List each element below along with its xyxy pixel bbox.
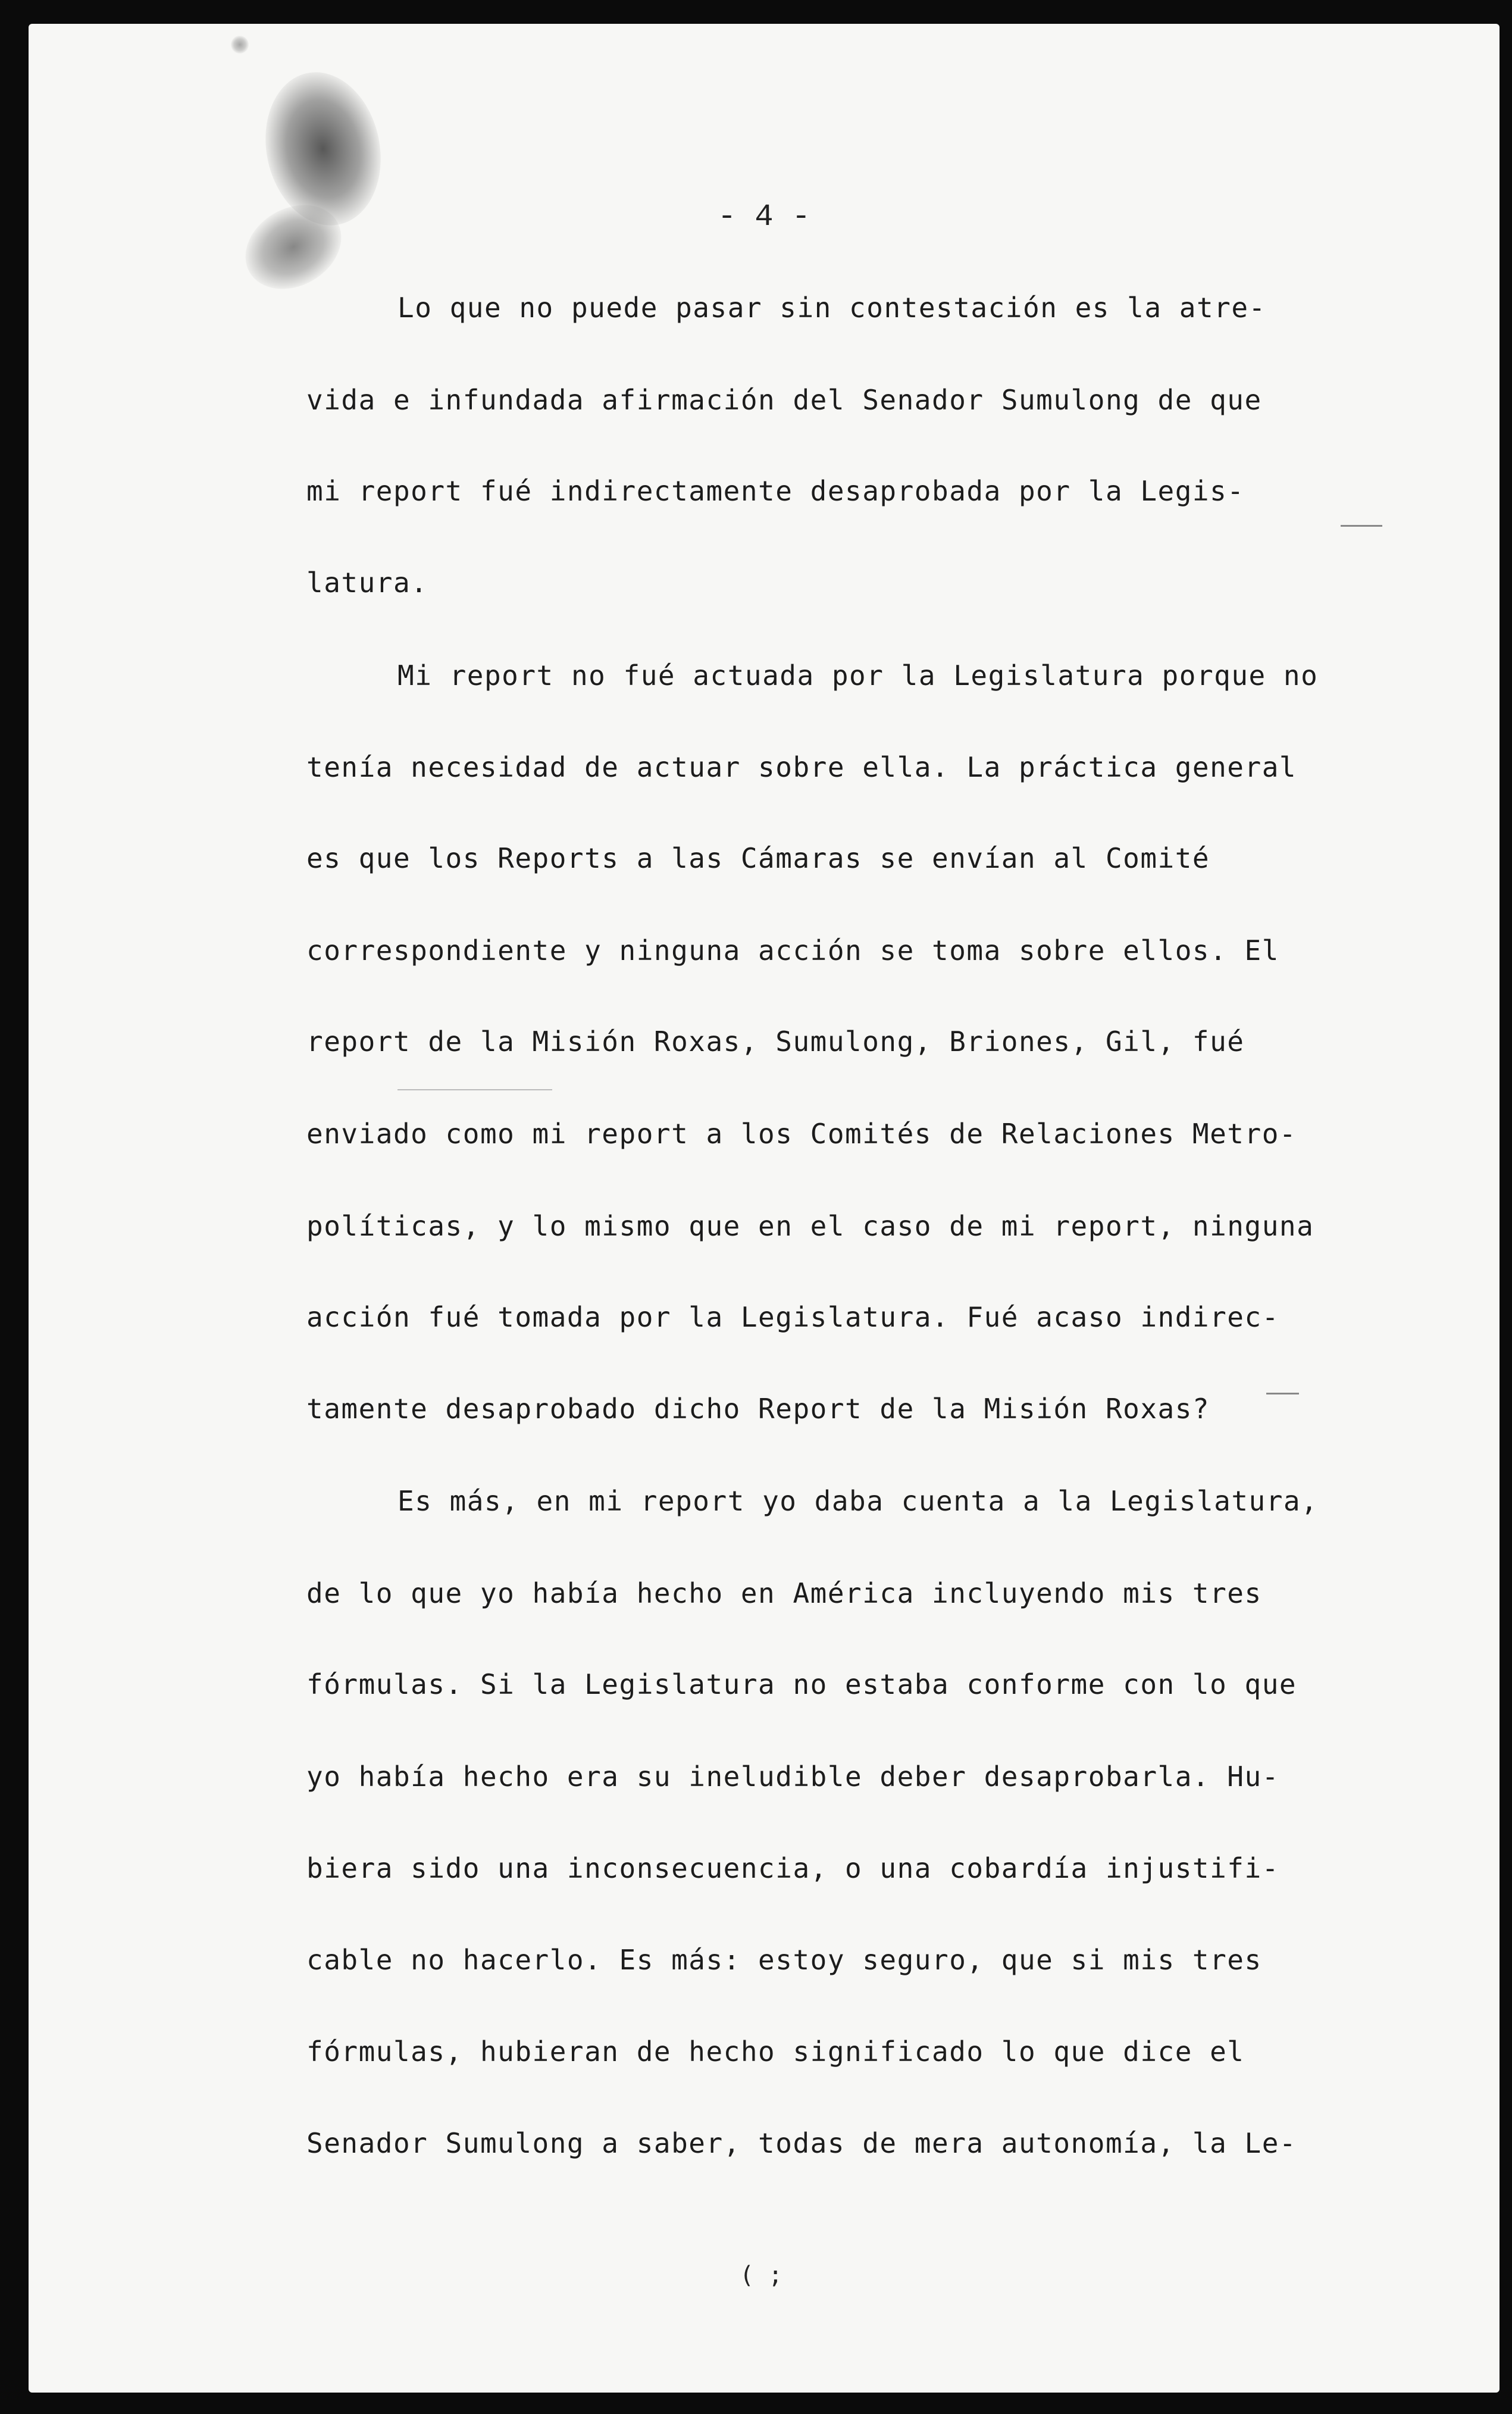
text-line: tenía necesidad de actuar sobre ella. La práctica general [306,751,1297,783]
text-line: Es más, en mi report yo daba cuenta a la Legislatura, [397,1485,1319,1517]
text-line: tamente desaprobado dicho Report de la Misión Roxas? [306,1393,1210,1425]
text-line: vida e infundada afirmación del Senador Sumulong de que [306,384,1262,416]
text-line: biera sido una inconsecuencia, o una cobardía injustifi- [306,1852,1279,1884]
text-line: correspondiente y ninguna acción se toma sobre ellos. El [306,934,1279,967]
text-line: yo había hecho era su ineludible deber desaprobarla. Hu- [306,1761,1279,1793]
page-number: - 4 - [717,199,811,234]
text-line: Lo que no puede pasar sin contestación es la atre- [397,292,1266,324]
text-line: fórmulas. Si la Legislatura no estaba conforme con lo que [306,1668,1297,1700]
document-page [29,24,1500,2393]
text-line: enviado como mi report a los Comités de Relaciones Metro- [306,1118,1297,1150]
typed-text-body [29,24,1500,2393]
text-line: Senador Sumulong a saber, todas de mera autonomía, la Le- [306,2127,1297,2159]
stray-mark [1266,1393,1299,1394]
text-line: acción fué tomada por la Legislatura. Fué acaso indirec- [306,1301,1279,1333]
text-line: mi report fué indirectamente desaprobada por la Legis- [306,475,1245,507]
text-line: es que los Reports a las Cámaras se envían al Comité [306,842,1210,874]
text-line: de lo que yo había hecho en América incluyendo mis tres [306,1577,1262,1609]
text-line: políticas, y lo mismo que en el caso de mi report, ninguna [306,1210,1314,1242]
text-line: report de la Misión Roxas, Sumulong, Briones, Gil, fué [306,1025,1245,1058]
text-line: latura. [306,567,428,599]
bottom-mark: ( ; [740,2262,783,2289]
text-line: fórmulas, hubieran de hecho significado lo que dice el [306,2035,1245,2068]
stray-mark [397,1089,552,1090]
text-line: cable no hacerlo. Es más: estoy seguro, que si mis tres [306,1944,1262,1976]
text-line: Mi report no fué actuada por la Legislatura porque no [397,659,1319,692]
stray-mark [1341,525,1382,527]
